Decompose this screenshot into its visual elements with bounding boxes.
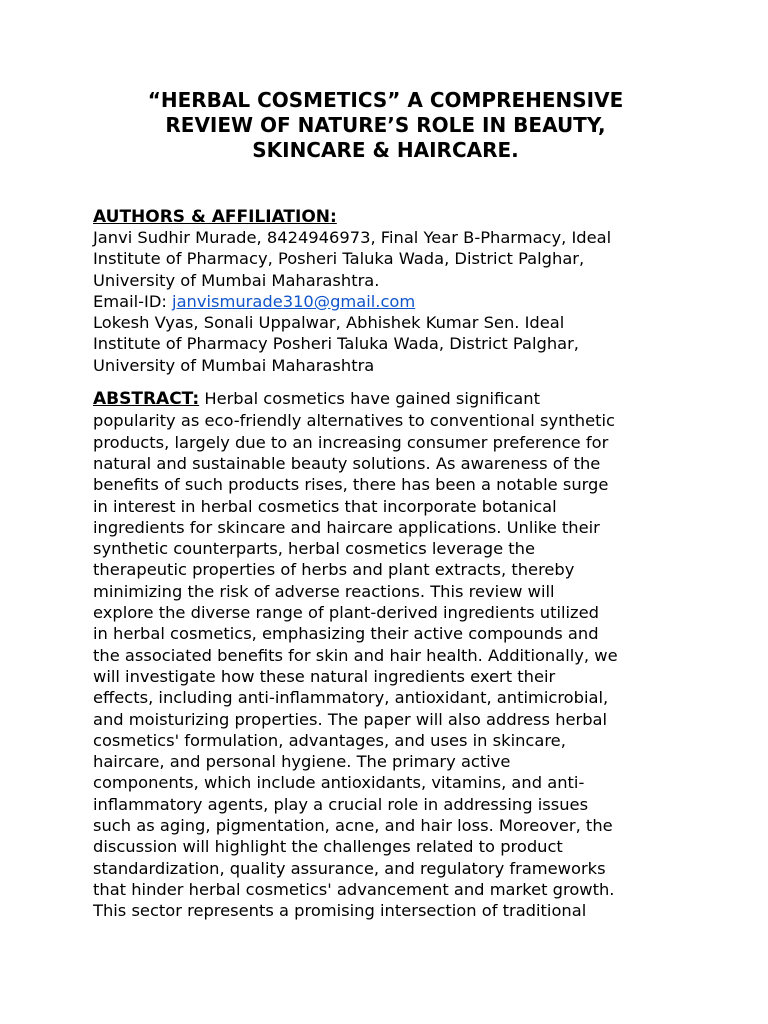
document-page: [93, 88, 678, 922]
author-line: Institute of Pharmacy, Posheri Taluka Wada, District Palghar,: [93, 249, 585, 269]
abstract-line: synthetic counterparts, herbal cosmetics leverage the: [93, 539, 535, 559]
abstract-line: such as aging, pigmentation, acne, and hair loss. Moreover, the: [93, 816, 613, 836]
abstract-line: products, largely due to an increasing consumer preference for: [93, 432, 609, 452]
abstract-text: Herbal cosmetics have gained significant: [199, 389, 540, 409]
abstract-line: This sector represents a promising intersection of traditional: [93, 901, 587, 921]
email-label: Email-ID:: [93, 291, 173, 311]
abstract-line: and moisturizing properties. The paper will also address herbal: [93, 709, 608, 729]
abstract-line: popularity as eco-friendly alternatives to conventional synthetic: [93, 411, 615, 431]
abstract-line: inflammatory agents, play a crucial role in addressing issues: [93, 794, 589, 814]
title-line: SKINCARE & HAIRCARE.: [252, 138, 519, 162]
authors-heading: AUTHORS & AFFILIATION:: [93, 207, 337, 227]
co-author-line: Institute of Pharmacy Posheri Taluka Wada, District Palghar,: [93, 334, 579, 354]
abstract-section: [93, 388, 678, 921]
co-author-line: Lokesh Vyas, Sonali Uppalwar, Abhishek Kumar Sen. Ideal: [93, 313, 565, 333]
abstract-line: natural and sustainable beauty solutions. As awareness of the: [93, 453, 601, 473]
email-line: [93, 291, 678, 312]
abstract-line: standardization, quality assurance, and regulatory frameworks: [93, 858, 606, 878]
abstract-first-line: [93, 388, 678, 410]
title-line: REVIEW OF NATURE’S ROLE IN BEAUTY,: [165, 113, 606, 137]
abstract-line: effects, including anti-inflammatory, antioxidant, antimicrobial,: [93, 688, 609, 708]
abstract-line: that hinder herbal cosmetics' advancement and market growth.: [93, 879, 615, 899]
abstract-line: discussion will highlight the challenges related to product: [93, 837, 563, 857]
abstract-line: in herbal cosmetics, emphasizing their active compounds and: [93, 624, 599, 644]
abstract-line: benefits of such products rises, there has been a notable surge: [93, 475, 609, 495]
abstract-line: in interest in herbal cosmetics that incorporate botanical: [93, 496, 557, 516]
email-link[interactable]: janvismurade310@gmail.com: [172, 291, 416, 311]
authors-block: [93, 227, 678, 376]
abstract-line: cosmetics' formulation, advantages, and uses in skincare,: [93, 730, 566, 750]
abstract-line: ingredients for skincare and haircare applications. Unlike their: [93, 517, 600, 537]
abstract-line: therapeutic properties of herbs and plant extracts, thereby: [93, 560, 575, 580]
abstract-line: minimizing the risk of adverse reactions. This review will: [93, 581, 555, 601]
co-author-line: University of Mumbai Maharashtra: [93, 355, 375, 375]
author-line: University of Mumbai Maharashtra.: [93, 270, 380, 290]
abstract-line: the associated benefits for skin and hair health. Additionally, we: [93, 645, 618, 665]
abstract-line: components, which include antioxidants, vitamins, and anti-: [93, 773, 585, 793]
author-line: Janvi Sudhir Murade, 8424946973, Final Year B-Pharmacy, Ideal: [93, 228, 612, 247]
abstract-heading: ABSTRACT:: [93, 389, 200, 410]
abstract-line: will investigate how these natural ingredients exert their: [93, 666, 556, 686]
abstract-line: explore the diverse range of plant-derived ingredients utilized: [93, 603, 599, 623]
abstract-body: [93, 410, 678, 921]
abstract-line: haircare, and personal hygiene. The primary active: [93, 752, 511, 772]
title-line: “HERBAL COSMETICS” A COMPREHENSIVE: [147, 88, 624, 112]
paper-title: [96, 88, 676, 163]
